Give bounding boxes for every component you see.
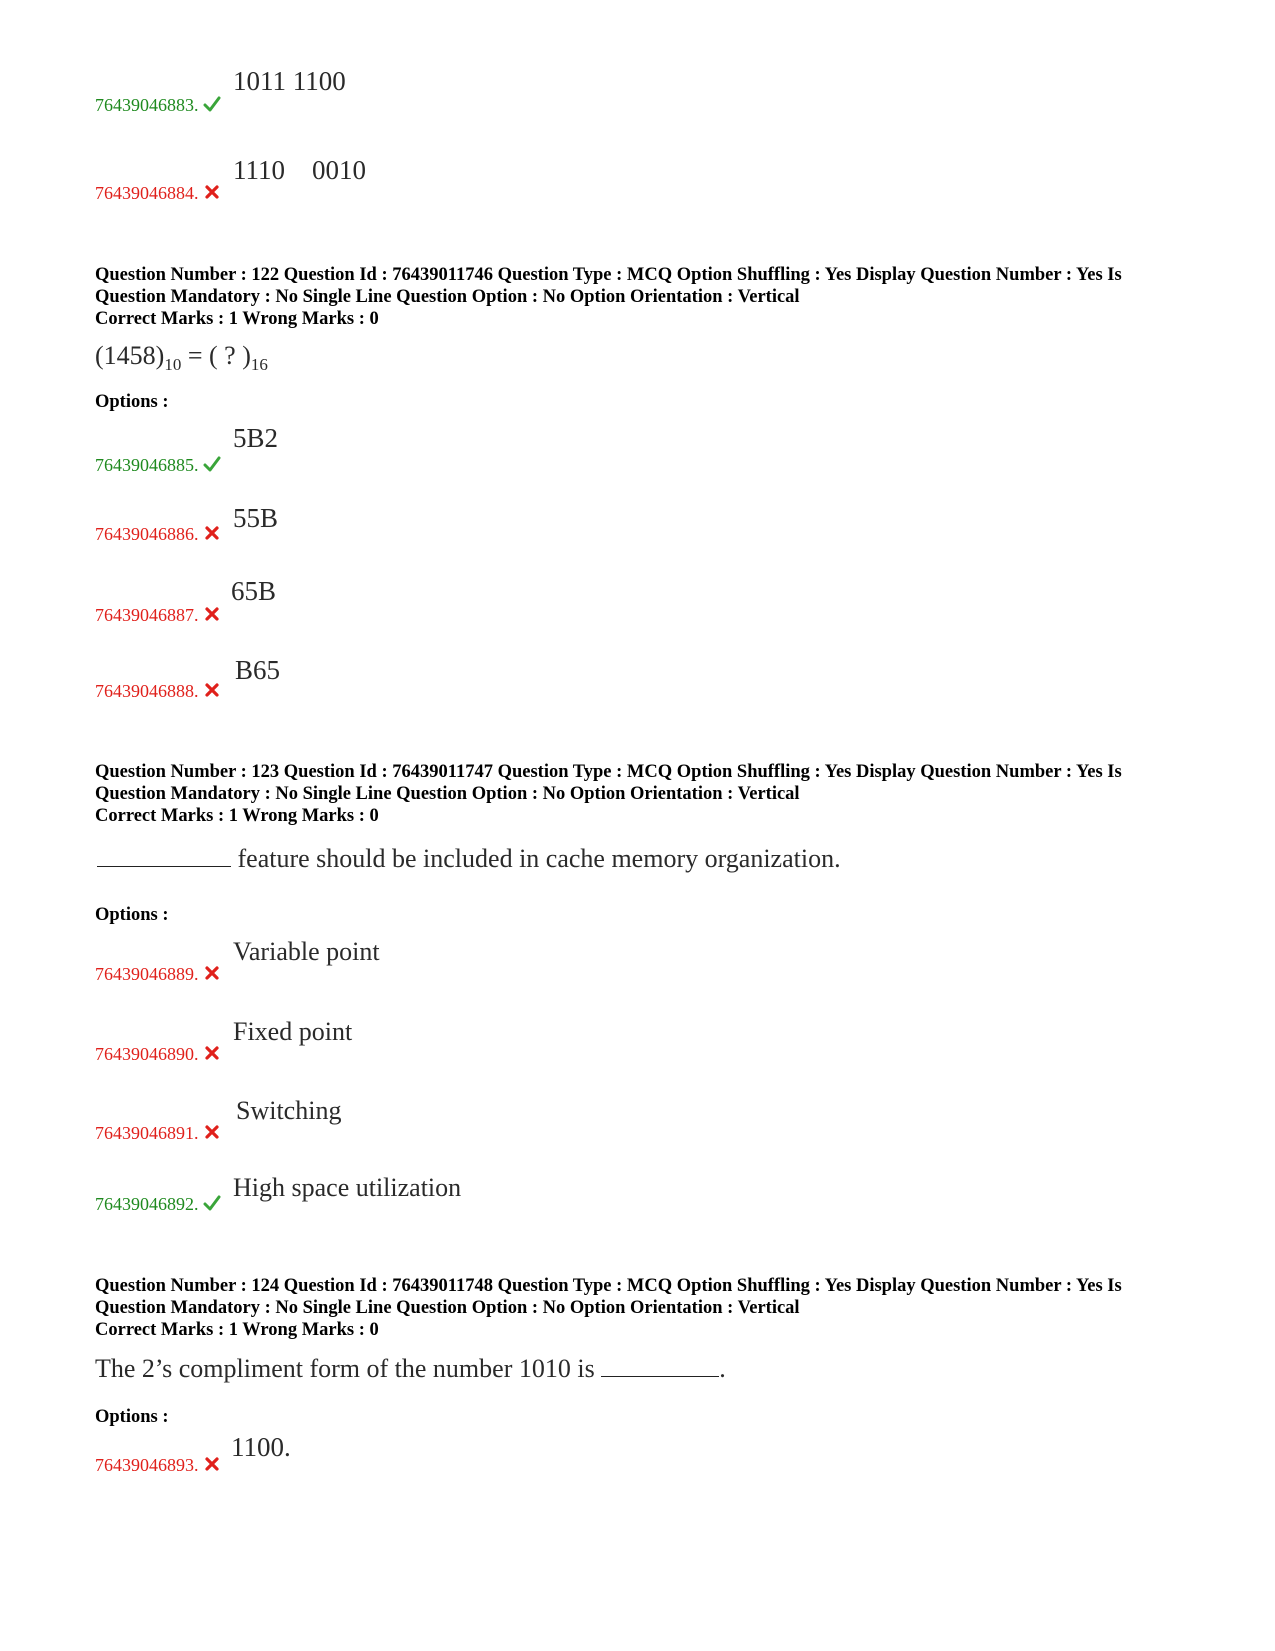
question-meta: Question Number : 122 Question Id : 76439011746 Question Type : MCQ Option Shuffling : Yes Display Question Number : Yes Is Question Mandatory : No Single Line Question Option : No Option Orientation : Vertical <box>95 265 1122 307</box>
option-id: 76439046885. <box>95 455 221 476</box>
answer-blank <box>97 842 231 867</box>
question-text <box>97 842 841 874</box>
cross-icon <box>203 605 221 623</box>
option-id: 76439046884. <box>95 183 221 204</box>
question-body: feature should be included in cache memory organization. <box>237 844 841 873</box>
question-sub-target: 16 <box>250 355 268 375</box>
options-label: Options : <box>95 1407 169 1427</box>
question-meta: Question Number : 124 Question Id : 76439011748 Question Type : MCQ Option Shuffling : Yes Display Question Number : Yes Is Question Mandatory : No Single Line Question Option : No Option Orientation : Vertical <box>95 1276 1122 1318</box>
cross-icon <box>203 524 221 542</box>
option-text: High space utilization <box>233 1173 462 1202</box>
cross-icon <box>203 1044 221 1062</box>
option-text: Fixed point <box>233 1017 353 1046</box>
option-id: 76439046893. <box>95 1455 221 1476</box>
question-marks: Correct Marks : 1 Wrong Marks : 0 <box>95 1320 379 1340</box>
option-text: 1100. <box>231 1432 291 1462</box>
question-end: . <box>719 1354 726 1383</box>
option-text: 1011 1100 <box>233 66 346 96</box>
answer-blank <box>601 1352 719 1377</box>
option-text: 1110 0010 <box>233 155 366 185</box>
option-id: 76439046892. <box>95 1194 221 1215</box>
options-label: Options : <box>95 905 169 925</box>
question-base: (1458) <box>95 341 165 370</box>
question-body: The 2’s compliment form of the number 1010 is <box>95 1354 595 1383</box>
option-text: 5B2 <box>233 423 279 453</box>
option-id: 76439046886. <box>95 524 221 545</box>
cross-icon <box>203 1123 221 1141</box>
cross-icon <box>203 1455 221 1473</box>
option-text: Variable point <box>233 937 380 966</box>
cross-icon <box>203 681 221 699</box>
option-text: B65 <box>235 655 281 685</box>
question-sub-base: 10 <box>164 355 182 375</box>
option-id: 76439046890. <box>95 1044 221 1065</box>
option-text: Switching <box>236 1096 342 1125</box>
option-id: 76439046887. <box>95 605 221 626</box>
question-marks: Correct Marks : 1 Wrong Marks : 0 <box>95 806 379 826</box>
question-meta: Question Number : 123 Question Id : 76439011747 Question Type : MCQ Option Shuffling : Yes Display Question Number : Yes Is Question Mandatory : No Single Line Question Option : No Option Orientation : Vertical <box>95 762 1122 804</box>
option-id: 76439046888. <box>95 681 221 702</box>
check-icon <box>203 455 221 473</box>
option-text: 55B <box>233 503 279 533</box>
question-marks: Correct Marks : 1 Wrong Marks : 0 <box>95 309 379 329</box>
option-id: 76439046889. <box>95 964 221 985</box>
options-label: Options : <box>95 392 169 412</box>
option-text: 65B <box>231 576 277 606</box>
option-id: 76439046891. <box>95 1123 221 1144</box>
check-icon <box>203 1194 221 1212</box>
cross-icon <box>203 183 221 201</box>
question-text <box>95 1352 726 1384</box>
question-mid: = ( ? ) <box>181 341 251 370</box>
check-icon <box>203 95 221 113</box>
cross-icon <box>203 964 221 982</box>
question-text <box>95 341 268 375</box>
option-id: 76439046883. <box>95 95 221 116</box>
